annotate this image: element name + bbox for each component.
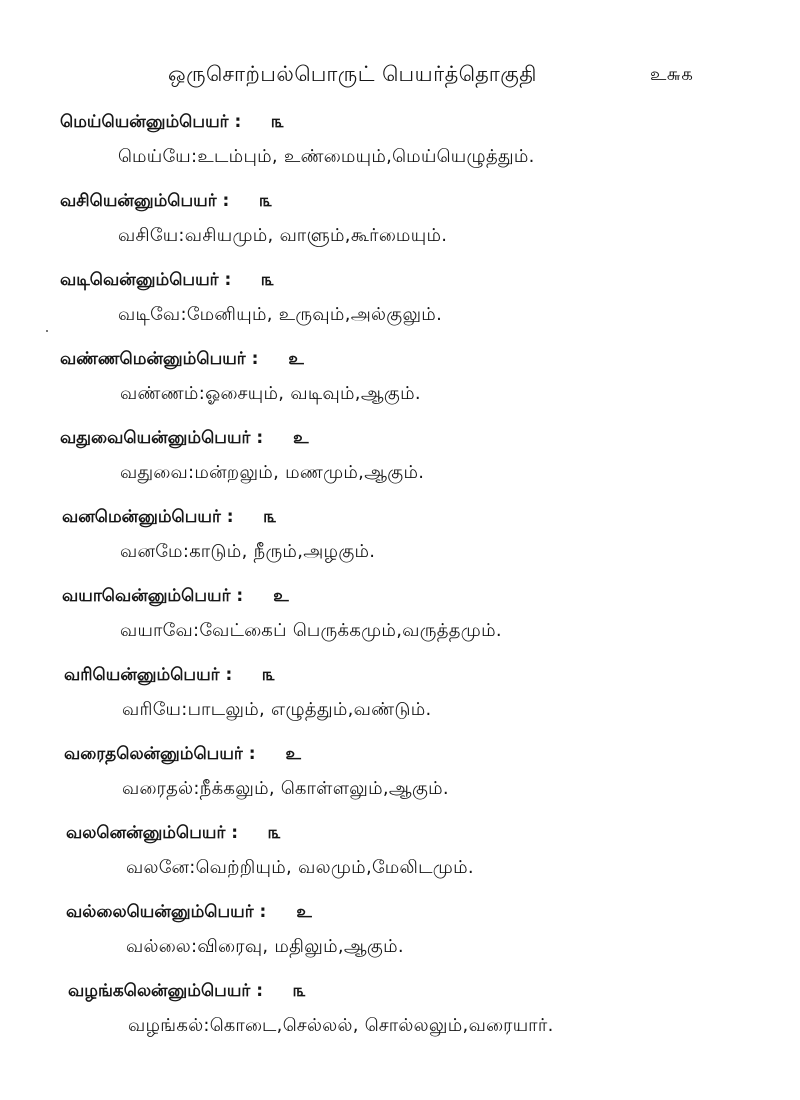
entry-heading [62, 507, 277, 529]
entry-headword: வலனென்னும்பெயர் : [66, 823, 239, 843]
entry-headword: வரியென்னும்பெயர் : [64, 665, 233, 685]
entry-count: உ [296, 902, 312, 922]
entry-heading [68, 981, 306, 1003]
entry-heading [62, 586, 289, 608]
scan-speck [46, 330, 48, 332]
entry-list [0, 112, 800, 1060]
dictionary-entry [0, 981, 800, 1060]
entry-headword: வயாவென்னும்பெயர் : [62, 586, 244, 606]
entry-meaning: வலனே:வெற்றியும், வலமும்,மேலிடமும். [126, 857, 474, 878]
dictionary-entry [0, 428, 800, 507]
entry-count: ௩ [262, 665, 276, 685]
entry-count: உ [293, 428, 309, 448]
entry-count: உ [288, 349, 304, 369]
entry-heading [60, 428, 309, 450]
entry-meaning: வல்லை:விரைவு, மதிலும்,ஆகும். [126, 936, 404, 957]
page-title: ஒருசொற்பல்பொருட் பெயர்த்தொகுதி [168, 62, 538, 86]
entry-headword: வசியென்னும்பெயர் : [60, 191, 230, 211]
entry-meaning: வனமே:காடும், நீரும்,அழகும். [120, 541, 376, 562]
entry-count: ௩ [268, 823, 281, 843]
entry-meaning: வழங்கல்:கொடை,செல்லல், சொல்லலும்,வரையார். [128, 1015, 554, 1036]
entry-count: ௩ [293, 981, 306, 1001]
page-header [0, 62, 800, 98]
entry-meaning: வடிவே:மேனியும், உருவும்,அல்குலும். [118, 304, 443, 325]
entry-meaning: வசியே:வசியமும், வாளும்,கூர்மையும். [118, 225, 448, 246]
entry-meaning: வண்ணம்:ஓசையும், வடிவும்,ஆகும். [120, 383, 421, 404]
entry-headword: வடிவென்னும்பெயர் : [60, 270, 232, 290]
entry-meaning: வரைதல்:நீக்கலும், கொள்ளலும்,ஆகும். [122, 778, 449, 799]
entry-count: ௩ [271, 112, 285, 132]
entry-headword: மெய்யென்னும்பெயர் : [60, 112, 242, 132]
page-number: உ௬௧ [650, 64, 694, 85]
dictionary-entry [0, 112, 800, 191]
entry-headword: வல்லையென்னும்பெயர் : [66, 902, 267, 922]
entry-count: உ [273, 586, 289, 606]
dictionary-entry [0, 586, 800, 665]
dictionary-entry [0, 270, 800, 349]
entry-count: ௩ [263, 507, 277, 527]
dictionary-entry [0, 507, 800, 586]
dictionary-entry [0, 823, 800, 902]
entry-meaning: வதுவை:மன்றலும், மணமும்,ஆகும். [120, 462, 425, 483]
entry-heading [60, 349, 304, 371]
entry-heading [60, 191, 272, 213]
entry-headword: வண்ணமென்னும்பெயர் : [60, 349, 259, 369]
entry-headword: வழங்கலென்னும்பெயர் : [68, 981, 264, 1001]
entry-meaning: வயாவே:வேட்கைப் பெருக்கமும்,வருத்தமும். [120, 620, 502, 641]
entry-meaning: மெய்யே:உடம்பும், உண்மையும்,மெய்யெழுத்தும். [118, 146, 535, 167]
entry-headword: வதுவையென்னும்பெயர் : [60, 428, 264, 448]
entry-headword: வரைதலென்னும்பெயர் : [64, 744, 256, 764]
entry-heading [64, 744, 301, 766]
entry-headword: வனமென்னும்பெயர் : [62, 507, 234, 527]
entry-heading [64, 665, 275, 687]
dictionary-entry [0, 191, 800, 270]
entry-heading [60, 112, 284, 134]
entry-count: உ [285, 744, 301, 764]
entry-meaning: வரியே:பாடலும், எழுத்தும்,வண்டும். [122, 699, 432, 720]
dictionary-entry [0, 902, 800, 981]
entry-count: ௩ [259, 191, 273, 211]
entry-heading [66, 823, 281, 845]
dictionary-entry [0, 665, 800, 744]
dictionary-entry [0, 349, 800, 428]
entry-count: ௩ [261, 270, 275, 290]
entry-heading [66, 902, 312, 924]
dictionary-entry [0, 744, 800, 823]
entry-heading [60, 270, 274, 292]
